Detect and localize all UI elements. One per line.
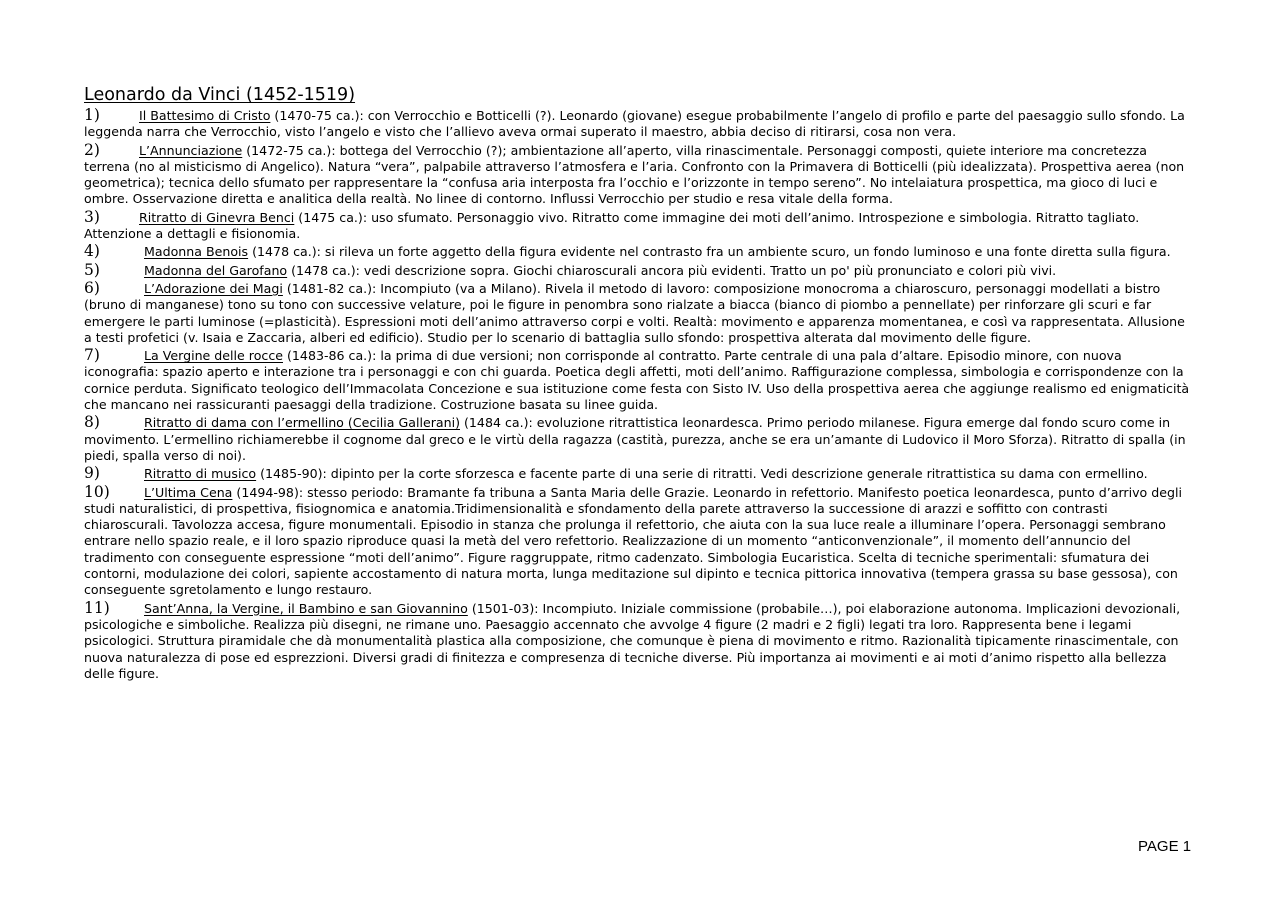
artwork-title: L’Ultima Cena <box>144 484 233 500</box>
entry-5 <box>84 262 1194 279</box>
entry-description: (1470-75 ca.): con Verrocchio e Botticelli (?). Leonardo (giovane) esegue probabilmente l’angelo di profilo e parte del paesaggio sullo sfondo. La leggenda narra che Verrocchio, visto l’angelo e visto che l’allievo aveva ormai superato il maestro, abbia deciso di ritirarsi, cosa non vera. <box>84 108 1185 140</box>
artwork-title: L’Annunciazione <box>139 142 243 158</box>
entry-3 <box>84 209 1194 243</box>
entry-number: 9) <box>84 464 100 483</box>
entry-description: (1501-03): Incompiuto. Iniziale commissione (probabile…), poi elaborazione autonoma. Implicazioni devozionali, psicologiche e simboliche. Realizza più disegni, ne rimane uno. Paesaggio accennato che avvolge 4 figure (2 madri e 2 figli) legati tra loro. Rappresenta bene i legami psicologici. Struttura piramidale che dà monumentalità plastica alla composizione, che comunque è piena di movimento e ritmo. Razionalità tipicamente rinascimentale, con nuova naturalezza di pose ed esprezzioni. Diversi gradi di finitezza e compresenza di tecniche diverse. Più importanza ai movimenti e ai moti d’animo rispetto alla bellezza delle figure. <box>84 600 1181 681</box>
entry-2 <box>84 142 1194 208</box>
entry-number: 10) <box>84 482 110 501</box>
artwork-title: Il Battesimo di Cristo <box>139 108 271 123</box>
entry-7 <box>84 347 1194 413</box>
entry-description: (1475 ca.): uso sfumato. Personaggio vivo. Ritratto come immagine dei moti dell’animo. Introspezione e simbologia. Ritratto tagliato. Attenzione a dettagli e fisionomia. <box>84 209 1140 242</box>
entry-10 <box>84 484 1194 599</box>
entry-description: (1472-75 ca.): bottega del Verrocchio (?); ambientazione all’aperto, villa rinascimentale. Personaggi composti, quiete interiore ma concretezza terrena (no al misticismo di Angelico). Natura “vera”, palpabile attraverso l’atmosfera e l’aria. Confronto con la Primavera di Botticelli (più idealizzata). Prospettiva aerea (non geometrica); tecnica dello sfumato per rappresentare la “confusa aria interposta fra l’occhio e l’orizzonte in tempo sereno”. No intelaiatura prospettica, ma gioco di luci e ombre. Osservazione diretta e analitica della realtà. No linee di contorno. Influssi Verrocchio per studio e resa vitale della forma. <box>84 142 1185 207</box>
entry-number: 2) <box>84 140 100 159</box>
artwork-title: L’Adorazione dei Magi <box>144 280 283 296</box>
artwork-title: Ritratto di dama con l’ermellino (Cecilia Gallerani) <box>144 415 460 431</box>
entry-description: (1485-90): dipinto per la corte sforzesca e facente parte di una serie di ritratti. Vedi descrizione generale ritrattistica su dama con ermellino. <box>256 466 1148 482</box>
artwork-title: Sant’Anna, la Vergine, il Bambino e san Giovannino <box>144 600 468 616</box>
document-body <box>84 84 1194 683</box>
entry-number: 3) <box>84 207 100 226</box>
entry-9 <box>84 465 1194 482</box>
page-number: PAGE 1 <box>1138 838 1192 855</box>
entry-description: (1478 ca.): si rileva un forte aggetto della figura evidente nel contrasto fra un ambiente scuro, un fondo luminoso e una fonte diretta sulla figura. <box>248 244 1171 260</box>
artwork-title: Madonna del Garofano <box>144 262 288 278</box>
entry-number: 1) <box>84 106 100 124</box>
artwork-title: Madonna Benois <box>144 244 249 260</box>
artwork-title: Ritratto di Ginevra Benci <box>139 209 295 225</box>
entry-number: 8) <box>84 413 100 432</box>
entry-description: (1494-98): stesso periodo: Bramante fa tribuna a Santa Maria delle Grazie. Leonardo in refettorio. Manifesto poetica leonardesca, punto d’arrivo degli studi naturalistici, di prospettiva, fisiognomica e anatomia.Tridimensionalità e sfondamento della parete attraverso la successione di arazzi e soffitto con contrasti chiaroscurali. Tavolozza accesa, figure monumentali. Episodio in stanza che prolunga il refettorio, che aiuta con la sua luce reale a illuminare l’opera. Personaggi sembrano entrare nello spazio reale, e il loro spazio riproduce quasi la metà del vero refettorio. Realizzazione di un momento “anticonvenzionale”, il momento dell’annuncio del tradimento con conseguente espressione “moti dell’animo”. Figure raggruppate, ritmo cadenzato. Simbologia Eucaristica. Scelta di tecniche sperimentali: sfumatura dei contorni, modulazione dei colori, sapiente accostamento di natura morta, lunga meditazione sul dipinto e tecnica pittorica innovativa (tempera grassa su base gessosa), con conseguente sgretolamento e lungo restauro. <box>84 484 1183 598</box>
entry-8 <box>84 414 1194 464</box>
entry-6 <box>84 280 1194 346</box>
entry-number: 6) <box>84 278 100 297</box>
entry-number: 11) <box>84 598 110 617</box>
entry-description: (1481-82 ca.): Incompiuto (va a Milano). Rivela il metodo di lavoro: composizione monocroma a chiaroscuro, personaggi modellati a bistro (bruno di manganese) tono su tono con successive velature, poi le figure in penombra sono rialzate a biacca (bianco di piombo a pennellate) per rinforzare gli scuri e far emergere le parti luminose (=plasticità). Espressioni moti dell’animo attraverso corpi e volti. Realtà: movimento e apparenza momentanea, e così va rappresentata. Allusione a testi profetici (v. Isaia e Zaccaria, alberi ed edificio). Studio per lo scenario di battaglia sullo sfondo: prospettiva alterata dal movimento delle figure. <box>84 280 1185 345</box>
document-title: Leonardo da Vinci (1452-1519) <box>84 85 356 105</box>
entry-description: (1478 ca.): vedi descrizione sopra. Giochi chiaroscurali ancora più evidenti. Tratto un po' più pronunciato e colori più vivi. <box>287 262 1057 278</box>
entry-11 <box>84 600 1194 682</box>
entry-4 <box>84 243 1194 260</box>
entry-1 <box>84 107 1194 141</box>
artwork-title: Ritratto di musico <box>144 466 257 482</box>
entry-description: (1484 ca.): evoluzione ritrattistica leonardesca. Primo periodo milanese. Figura emerge dal fondo scuro come in movimento. L’ermellino richiamerebbe il cognome dal greco e le virtù della ragazza (castità, purezza, anche se era un’amante di Ludovico il Moro Sforza). Ritratto di spalla (in piedi, spalla verso di noi). <box>84 415 1186 463</box>
entry-number: 5) <box>84 260 100 279</box>
entry-number: 7) <box>84 346 100 365</box>
entry-number: 4) <box>84 242 100 261</box>
artwork-title: La Vergine delle rocce <box>144 348 283 364</box>
entry-description: (1483-86 ca.): la prima di due versioni; non corrisponde al contratto. Parte centrale di una pala d’altare. Episodio minore, con nuova iconografia: spazio aperto e interazione tra i personaggi e con chi guarda. Poetica degli affetti, moti dell’animo. Raffigurazione complessa, simbologia e corrispondenze con la cornice perduta. Significato teologico dell’Immacolata Concezione e sua istituzione come festa con Sisto IV. Uso della prospettiva aerea che aggiunge realismo ed enigmaticità che mancano nei rassicuranti paesaggi della tradizione. Costruzione basata su linee guida. <box>84 348 1190 413</box>
